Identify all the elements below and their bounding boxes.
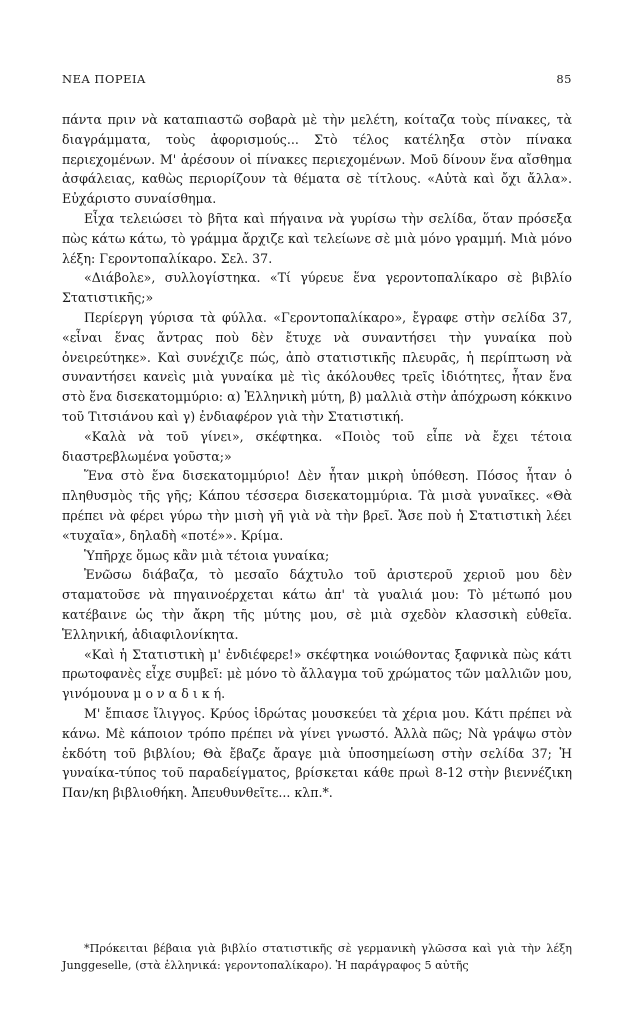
- paragraph: Ἕνα στὸ ἕνα δισεκατομμύριο! Δὲν ἦταν μικρὴ ὑπόθεση. Πόσος ἦταν ὁ πληθυσμὸς τῆς γῆς; Κάπου τέσσερα δισεκατομμύρια. Τὰ μισὰ γυναῖκες. «Θὰ πρέπει νὰ φέρει γύρω τὴν μισὴ γῆ γιὰ νὰ τὴν βρεῖ. Ἄσε ποὺ ἡ Στατιστικὴ λέει «τυχαῖα», δηλαδὴ «ποτέ»». Κρίμα.: [62, 468, 572, 543]
- paragraph: Ὑπῆρχε ὅμως κἂν μιὰ τέτοια γυναίκα;: [84, 547, 330, 563]
- body-text: [62, 110, 572, 803]
- paragraph: Εἶχα τελειώσει τὸ βῆτα καὶ πήγαινα νὰ γυρίσω τὴν σελίδα, ὅταν πρόσεξα πὼς κάτω κάτω, τὸ γράμμα ἄρχιζε καὶ τελείωνε σὲ μιὰ μόνο γραμμή. Μιὰ μόνο λέξη: Γεροντοπαλίκαρο. Σελ. 37.: [62, 210, 572, 266]
- running-header: [62, 72, 572, 94]
- paragraph: «Διάβολε», συλλογίστηκα. «Τί γύρευε ἕνα γεροντοπαλίκαρο σὲ βιβλίο Στατιστικῆς;»: [62, 270, 572, 306]
- journal-title: ΝΕΑ ΠΟΡΕΙΑ: [62, 72, 146, 86]
- paragraph: Ἐνῶσω διάβαζα, τὸ μεσαῖο δάχτυλο τοῦ ἀριστεροῦ χεριοῦ μου δὲν σταματοῦσε νὰ πηγαινοέρχεται κάτω ἀπ' τὰ γυαλιά μου: Τὸ μέτωπό μου κατέβαινε ὡς τὴν ἄκρη τῆς μύτης μου, σὲ μιὰ σχεδὸν κλασσικὴ εὐθεῖα. Ἑλληνική, ἀδιαφιλονίκητα.: [62, 567, 572, 642]
- paragraph: «Καὶ ἡ Στατιστικὴ μ' ἐνδιέφερε!» σκέφτηκα νοιώθοντας ξαφνικὰ πὼς κάτι πρωτοφανὲς εἶχε συμβεῖ: μὲ μόνο τὸ ἄλλαγμα τοῦ χρώματος τῶν μαλλιῶν μου, γινόμουνα μ ο ν α δ ι κ ή.: [62, 646, 572, 702]
- footnote: [62, 940, 572, 974]
- paragraph: Περίεργη γύρισα τὰ φύλλα. «Γεροντοπαλίκαρο», ἔγραφε στὴν σελίδα 37, «εἶναι ἕνας ἄντρας ποὺ δὲν ἔτυχε νὰ συναντήσει τὴν γυναίκα ποὺ ὀνειρεύτηκε». Καὶ συνέχιζε πώς, ἀπὸ στατιστικῆς πλευρᾶς, ἡ περίπτωση νὰ συναντήσει κανεὶς μιὰ γυναίκα μὲ τὶς ἀκόλουθες τρεῖς ἰδιότητες, ἦταν ἕνα στὸ ἕνα δισεκατομμύριο: α) Ἑλληνικὴ μύτη, β) μαλλιὰ στὴν ἀπόχρωση κόκκινο τοῦ Τιτσιάνου καὶ γ) ἐνδιαφέρον γιὰ τὴν Στατιστική.: [62, 309, 572, 424]
- footnote-text: *Πρόκειται βέβαια γιὰ βιβλίο στατιστικῆς σὲ γερμανικὴ γλῶσσα καὶ γιὰ τὴν λέξη Junggeselle, (στὰ ἑλληνικά: γεροντοπαλίκαρο). Ἡ παράγραφος 5 αὐτῆς: [62, 942, 572, 972]
- paragraph: Μ' ἔπιασε ἴλιγγος. Κρύος ἱδρώτας μουσκεύει τὰ χέρια μου. Κάτι πρέπει νὰ κάνω. Μὲ κάποιον τρόπο πρέπει νὰ γίνει γνωστό. Ἀλλὰ πῶς; Νὰ γράψω στὸν ἐκδότη τοῦ βιβλίου; Θὰ ἔβαζε ἄραγε μιὰ ὑποσημείωση στὴν σελίδα 37; Ἡ γυναίκα-τύπος τοῦ παραδείγματος, βρίσκεται κάθε πρωὶ 8-12 στὴν βιεννέζικη Παν/κη βιβλιοθήκη. Ἀπευθυνθεῖτε... κλπ.*.: [62, 705, 572, 801]
- paragraph: «Καλὰ νὰ τοῦ γίνει», σκέφτηκα. «Ποιὸς τοῦ εἶπε νὰ ἔχει τέτοια διαστρεβλωμένα γοῦστα;»: [62, 428, 572, 464]
- page-number: 85: [556, 72, 572, 86]
- page: [62, 72, 572, 803]
- paragraph: πάντα πριν νὰ καταπιαστῶ σοβαρὰ μὲ τὴν μελέτη, κοίταζα τοὺς πίνακες, τὰ διαγράμματα, τοὺς ἀφορισμούς... Στὸ τέλος κατέληξα στὸν πίνακα περιεχομένων. Μ' ἀρέσουν οἱ πίνακες περιεχομένων. Μοῦ δίνουν ἕνα αἴσθημα ἀσφάλειας, καθὼς περιορίζουν τὰ θέματα σὲ τίτλους. «Αὐτὰ καὶ ὄχι ἄλλα». Εὐχάριστο συναίσθημα.: [62, 112, 572, 207]
